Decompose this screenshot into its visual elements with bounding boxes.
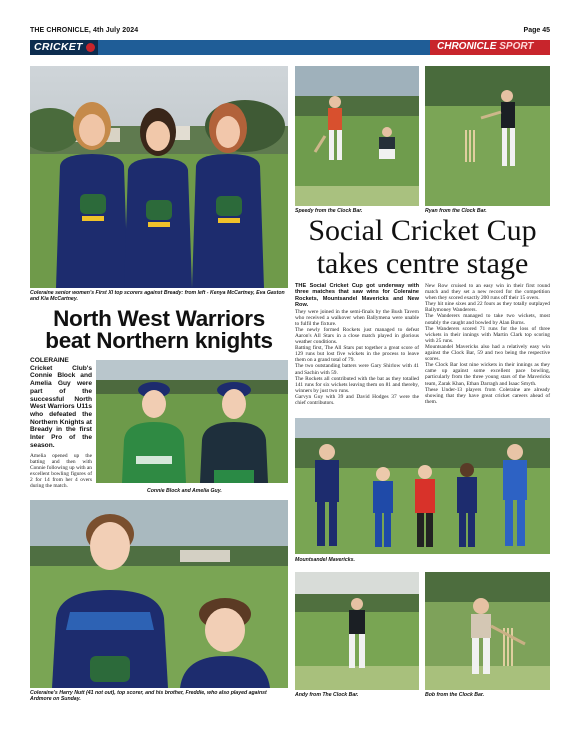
nw-article-lead: COLERAINE Cricket Club's Connie Block and Amelia Guy were part of the successful North West Warriors U11s who defeated the Northern Knights at Bready in the first Inter Pro of the season.: [30, 357, 92, 449]
sc-col2-p6: The Clock Bar lost nine wickets in their innings as they came up against some excellent pace bowling, particularly from the three young stars of the Mavericks team, Zarak Khan, Ethan Darragh and Isaac Smyth.: [425, 362, 550, 387]
photo-ryan: [425, 66, 550, 206]
sc-col2-p5: Mountsandel Mavericks also had a relatively easy win against the Clock Bar, 59 and two being the respective scores.: [425, 343, 550, 363]
sc-col1-p2: The newly formed Rockets just managed to defeat Aaron's All Stars in a close match played in glorious weather conditions.: [295, 326, 419, 346]
sc-column-2: [425, 283, 550, 405]
caption-ryan: Ryan from the Clock Bar.: [425, 208, 487, 214]
sc-col1-p5: The Rockets all contributed with the bat as they totalled 141 runs for six wickets leaving them on 81 and thereby, winners by just two runs.: [295, 375, 419, 394]
brand-chronicle: CHRONICLE: [437, 41, 497, 52]
sc-col1-p1: They were joined in the semi-finals by the Bush Tavern who received a walkover when Ballymena were unable to fulfil the fixture.: [295, 308, 419, 327]
sc-col1-p3: Batting first, The All Stars put together a great score of 129 runs but lost five wickets in the process to leave them on a grand total of 79.: [295, 345, 419, 364]
photo-bob: [425, 572, 550, 690]
sc-col2-p4: The Wanderers scored 71 runs for the loss of three wickets in their innings with Martin Clark top scoring with 25 runs.: [425, 325, 550, 344]
caption-andy: Andy from The Clock Bar.: [295, 692, 359, 698]
photo-andy: [295, 572, 419, 690]
nw-article-body: Amelia opened up the batting and then with Connie following up with an excellent bowling figures of 2 for 14 from her 4 overs during the match.: [30, 453, 92, 490]
sc-col2-p3: The Wanderers managed to take two wickets, most notably the caught and bowled by Alan Burns.: [425, 313, 550, 326]
page-number: Page 45: [523, 27, 550, 34]
publication-line: THE CHRONICLE, 4th July 2024: [30, 27, 139, 34]
sc-col2-p2: They hit nine sixes and 22 fours as they totally outplayed Ballymoney Wanderers.: [425, 301, 550, 314]
sc-col2-p1: New Row cruised to an easy win in their first round match and they set a new record for the competition when they scored exactly 200 runs off their 15 overs.: [425, 283, 550, 302]
headline-north-west-warriors: North West Warriors beat Northern knights: [45, 306, 273, 353]
sc-col1-p4: The two outstanding batters were Gary Shirlow with 41 and Sachin with 59.: [295, 363, 419, 376]
photo-connie-amelia: [96, 360, 288, 483]
sc-column-1: [295, 283, 419, 406]
caption-mountsandel: Mountsandel Mavericks.: [295, 557, 355, 563]
photo-harry-freddie: [30, 500, 288, 688]
sc-article-lead: THE Social Cricket Cup got underway with three matches that saw wins for Coleraine Rockets, Mountsandel Mavericks and New Row.: [295, 283, 419, 309]
caption-bob: Bob from the Clock Bar.: [425, 692, 485, 698]
section-label: CRICKET: [34, 41, 83, 53]
photo-womens-top-scorers: [30, 66, 288, 288]
brand-sport: SPORT: [499, 41, 534, 52]
caption-harry-freddie: Coleraine's Harry Nutt (41 not out), top scorer, and his brother, Freddie, who also played against Ardmore on Sunday.: [30, 690, 267, 703]
brand-label: [437, 41, 534, 52]
photo-speedy: [295, 66, 419, 206]
caption-speedy: Speedy from the Clock Bar.: [295, 208, 363, 214]
cricket-ball-icon: [86, 43, 95, 52]
sc-col1-p6: Garvyn Guy with 39 and David Hodges 37 were the chief contributors.: [295, 393, 419, 407]
caption-womens-top-scorers: Coleraine senior women's First XI top scorers against Bready: from left - Kenya McCartney, Eva Gaston and Kia McCartney.: [30, 290, 285, 303]
photo-mountsandel-mavericks: [295, 418, 550, 554]
headline-social-cricket-cup: Social Cricket Cup takes centre stage: [308, 214, 537, 280]
caption-connie-amelia: Connie Block and Amelia Guy.: [147, 488, 222, 494]
sc-col2-p7: These Under-13 players from Coleraine are already showing that they have great cricket careers ahead of them.: [425, 386, 550, 405]
